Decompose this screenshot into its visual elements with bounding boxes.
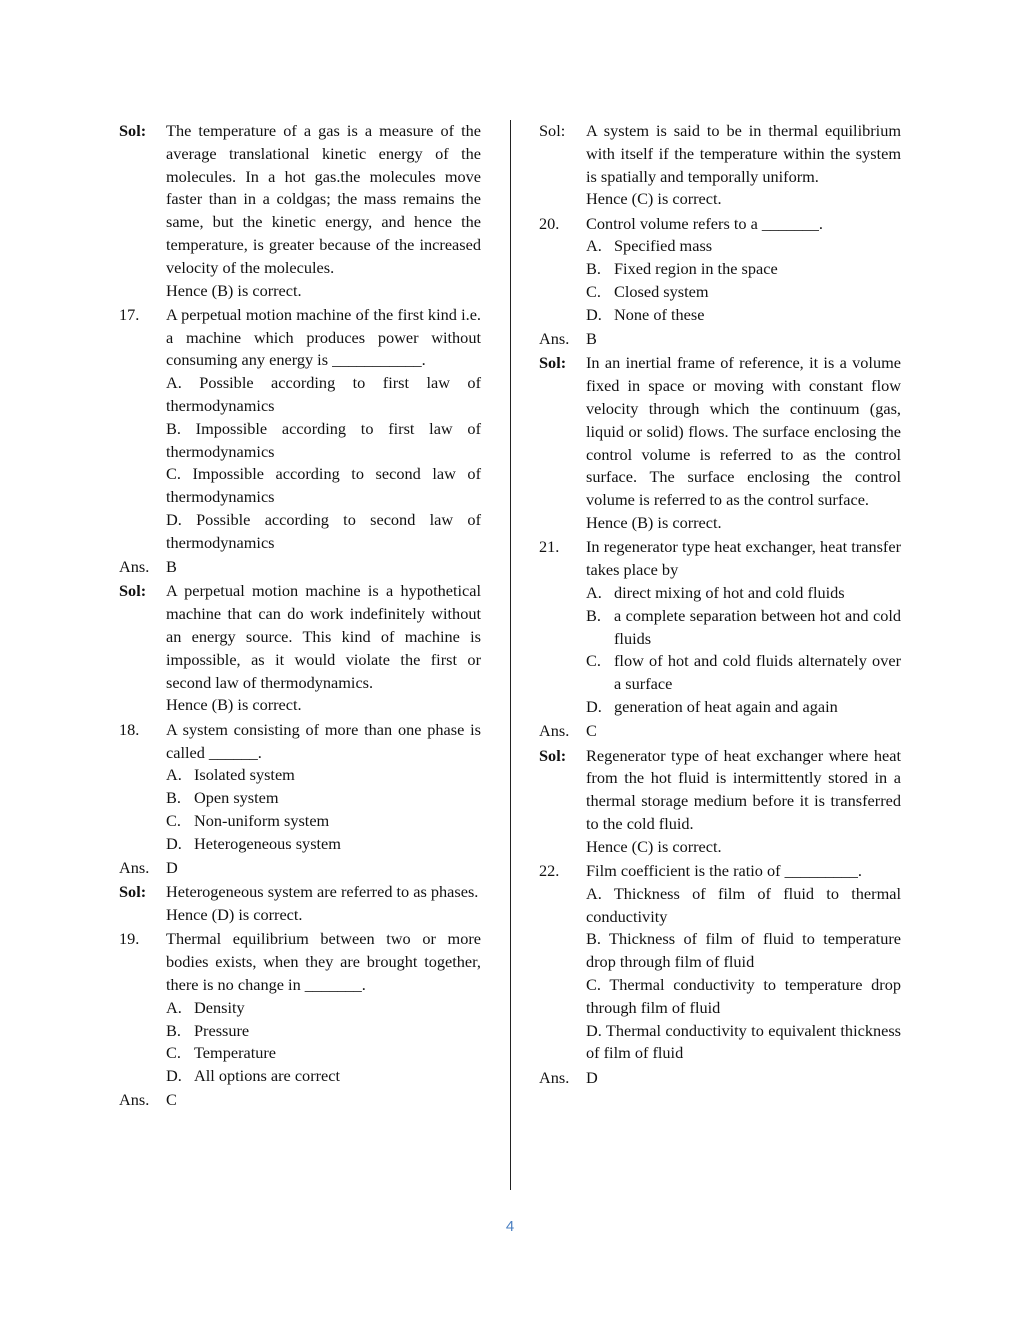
qa-block (539, 1067, 901, 1090)
option (166, 1065, 481, 1088)
option (586, 235, 901, 258)
block-label: Ans. (539, 1067, 570, 1087)
option-letter: B. (586, 605, 601, 625)
block-label: Ans. (119, 1090, 150, 1110)
qa-block (119, 580, 481, 717)
block-label: 22. (539, 861, 560, 880)
text-line: Film coefficient is the ratio of _________. (586, 861, 862, 880)
block-body (166, 304, 481, 555)
block-body (586, 120, 901, 211)
block-label: Sol: (539, 353, 567, 373)
block-label: 19. (119, 929, 140, 949)
option-text: Non-uniform system (194, 810, 330, 830)
option (166, 764, 481, 787)
option: A. Thickness of film of fluid to thermal conductivity (586, 883, 901, 926)
text-line: D (586, 1067, 598, 1087)
option-letter: A. (586, 236, 602, 256)
option: A. Possible according to first law of thermodynamics (166, 373, 481, 416)
block-body (586, 1067, 901, 1090)
option (166, 810, 481, 833)
option-letter: D. (586, 696, 602, 716)
option: D. Possible according to second law of thermodynamics (166, 510, 481, 552)
option-text: Temperature (194, 1043, 277, 1063)
text-line: In an inertial frame of reference, it is a volume fixed in space or moving with constant flow velocity through which the continuum (gas, liquid or solid) flows. The surface enclosing the control volume is referred to as the control surface. The surface enclosing the control volume is referred to as the control surface. (586, 353, 901, 510)
block-label: 21. (539, 537, 560, 557)
text-line: B (166, 557, 177, 577)
option-letter: A. (166, 997, 182, 1017)
page-number: 4 (505, 1218, 515, 1235)
block-body (166, 881, 481, 927)
block-body (166, 556, 481, 579)
option-letter: A. (586, 582, 602, 602)
option (586, 582, 901, 605)
text-line: Hence (C) is correct. (586, 836, 722, 856)
qa-block (119, 857, 481, 880)
qa-block (119, 928, 481, 1088)
block-label: Sol: (119, 882, 147, 902)
block-body (166, 120, 481, 302)
option (586, 605, 901, 651)
option-letter: D. (166, 833, 182, 853)
block-label: Ans. (119, 557, 150, 577)
qa-block (539, 860, 901, 1065)
option-text: flow of hot and cold fluids alternately over a surface (614, 651, 901, 694)
text-line: Hence (B) is correct. (166, 280, 302, 300)
qa-block (119, 556, 481, 579)
block-label: 20. (539, 213, 560, 233)
option-letter: C. (586, 282, 601, 302)
block-label: 18. (119, 719, 140, 739)
option (586, 258, 901, 281)
option-text: All options are correct (194, 1066, 341, 1086)
option-letter: D. (166, 1066, 182, 1086)
option (586, 304, 901, 327)
option-letter: A. (166, 765, 182, 785)
option-text: Closed system (614, 282, 709, 302)
left-column (119, 120, 481, 1114)
option: B. Thickness of film of fluid to temperature drop through film of fluid (586, 929, 901, 972)
text-line: Hence (D) is correct. (166, 905, 303, 925)
block-body (166, 719, 481, 856)
option: B. Impossible according to first law of thermodynamics (166, 418, 481, 461)
qa-block (539, 213, 901, 327)
text-line: The temperature of a gas is a measure of the average translational kinetic energy of the molecules. In a hot gas.the molecules move faster than in a coldgas; the mass remains the same, but the kinetic energy, and hence the temperature, is greater because of the increased velocity of the molecules. (166, 121, 481, 277)
qa-block (119, 719, 481, 856)
text-line: Hence (B) is correct. (166, 695, 302, 715)
text-line: D (166, 858, 178, 877)
block-body (586, 720, 901, 743)
qa-block (119, 304, 481, 555)
block-body (586, 745, 901, 859)
option-text: Specified mass (614, 236, 713, 256)
right-column (539, 120, 901, 1091)
qa-block (539, 352, 901, 534)
option-text: generation of heat again and again (614, 696, 838, 716)
block-label: Ans. (539, 721, 570, 741)
block-body (586, 536, 901, 718)
column-divider (510, 120, 511, 1190)
option: D. Thermal conductivity to equivalent thickness of film of fluid (586, 1020, 901, 1063)
block-label: 17. (119, 304, 140, 324)
option-text: Fixed region in the space (614, 259, 778, 279)
option-letter: B. (166, 1020, 181, 1040)
block-body (166, 928, 481, 1088)
option-letter: C. (166, 1043, 181, 1063)
block-label: Sol: (539, 121, 566, 140)
option-text: None of these (614, 304, 705, 324)
option: C. Impossible according to second law of thermodynamics (166, 464, 481, 507)
option-text: Density (194, 997, 245, 1017)
option-text: a complete separation between hot and cold fluids (614, 605, 901, 648)
block-body (166, 857, 481, 880)
text-line: B (586, 329, 597, 349)
option-text: Open system (194, 788, 279, 808)
option (166, 833, 481, 856)
text-line: A perpetual motion machine of the first kind i.e. a machine which produces power without consuming any energy is ___________. (166, 304, 481, 370)
block-body (586, 352, 901, 534)
option-text: Heterogeneous system (194, 833, 341, 853)
option-text: direct mixing of hot and cold fluids (614, 582, 845, 602)
text-line: A perpetual motion machine is a hypothetical machine that can do work indefinitely without an energy source. This kind of machine is impossible, as it would violate the first or second law of thermodynamics. (166, 581, 481, 692)
option (586, 696, 901, 719)
qa-block (119, 881, 481, 927)
text-line: In regenerator type heat exchanger, heat transfer takes place by (586, 537, 901, 580)
option (166, 1042, 481, 1065)
text-line: Hence (C) is correct. (586, 189, 722, 209)
block-body (166, 1089, 481, 1112)
text-line: C (586, 721, 597, 741)
qa-block (539, 120, 901, 211)
option-letter: C. (586, 651, 601, 671)
option (586, 281, 901, 304)
qa-block (119, 1089, 481, 1112)
option-letter: D. (586, 304, 602, 324)
text-line: A system is said to be in thermal equilibrium with itself if the temperature within the system is spatially and temporally uniform. (586, 121, 901, 186)
option-letter: C. (166, 810, 181, 830)
option-text: Isolated system (194, 765, 295, 785)
block-body (586, 860, 901, 1065)
block-label: Ans. (119, 858, 150, 877)
text-line: Control volume refers to a _______. (586, 213, 823, 233)
text-line: C (166, 1090, 177, 1110)
qa-block (119, 120, 481, 302)
option (166, 1020, 481, 1043)
qa-block (539, 745, 901, 859)
text-line: Heterogeneous system are referred to as phases. (166, 882, 479, 902)
text-line: A system consisting of more than one phase is called ______. (166, 719, 481, 762)
block-label: Ans. (539, 329, 570, 349)
text-line: Regenerator type of heat exchanger where heat from the hot fluid is intermittently stored in a thermal storage medium before it is transferred to the cold fluid. (586, 745, 901, 833)
block-label: Sol: (119, 581, 147, 601)
text-line: Hence (B) is correct. (586, 513, 722, 533)
block-label: Sol: (539, 745, 567, 765)
option (166, 997, 481, 1020)
qa-block (539, 536, 901, 718)
block-label: Sol: (119, 121, 147, 140)
option (586, 650, 901, 696)
block-body (586, 213, 901, 327)
qa-block (539, 720, 901, 743)
text-line: Thermal equilibrium between two or more bodies exists, when they are brought together, there is no change in _______. (166, 929, 481, 994)
block-body (586, 328, 901, 351)
block-body (166, 580, 481, 717)
qa-block (539, 328, 901, 351)
option: C. Thermal conductivity to temperature drop through film of fluid (586, 974, 901, 1017)
option-text: Pressure (194, 1020, 250, 1040)
option-letter: B. (166, 788, 181, 808)
option-letter: B. (586, 259, 601, 279)
option (166, 787, 481, 810)
